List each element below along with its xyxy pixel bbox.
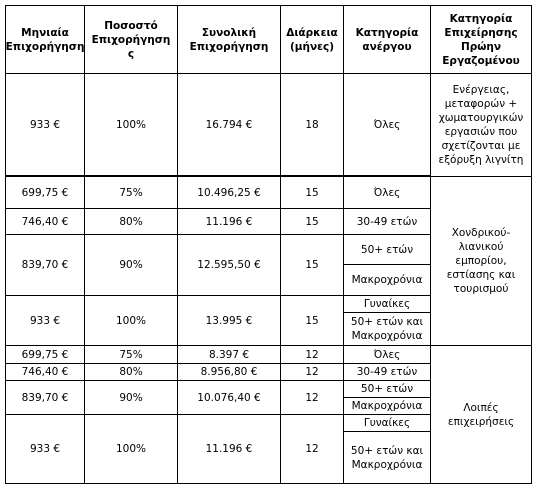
table-cell: 80% [119, 215, 143, 228]
table-cell: 699,75 € [21, 186, 69, 199]
table-cell: 15 [305, 215, 319, 228]
table-cell: 746,40 € [21, 366, 69, 378]
table-cell: 15 [305, 259, 319, 271]
table-cell: 15 [305, 186, 319, 199]
table-cell: 933 € [29, 118, 61, 131]
unemployed-category: Μακροχρόνια [351, 274, 423, 286]
table-cell: 839,70 € [21, 259, 69, 271]
table-cell: 100% [115, 314, 147, 327]
table-cell: 933 € [29, 314, 61, 327]
unemployed-category: Όλες [373, 348, 401, 361]
table-cell: 8.397 € [208, 348, 250, 361]
table-cell: 90% [119, 259, 143, 271]
unemployed-category: 50+ ετών [360, 243, 414, 256]
business-category: Λοιπές επιχειρήσεις [447, 401, 515, 428]
table-cell: 699,75 € [21, 348, 69, 361]
unemployed-category: Όλες [373, 186, 401, 199]
table-cell: 100% [115, 443, 147, 455]
table-cell: 933 € [29, 443, 61, 455]
table-cell: 18 [305, 118, 319, 131]
header-total-grant: Συνολική Επιχορήγηση [189, 26, 269, 53]
table-cell: 16.794 € [205, 118, 253, 131]
header-business-category: Κατηγορία Επιχείρησης Πρώην Εργαζομένου [442, 12, 520, 67]
unemployed-category: 50+ ετών [360, 383, 414, 395]
table-cell: 12 [305, 443, 319, 455]
table-cell: 75% [119, 186, 143, 199]
unemployed-category: 50+ ετών και Μακροχρόνια [350, 316, 424, 342]
header-monthly-grant: Μηνιαία Επιχορήγηση [5, 26, 85, 53]
table-cell: 100% [115, 118, 147, 131]
table-cell: 746,40 € [21, 215, 69, 228]
unemployed-category: Γυναίκες [363, 417, 411, 429]
table-cell: 8.956,80 € [200, 366, 258, 378]
header-duration: Διάρκεια (μήνες) [286, 26, 338, 53]
unemployed-category: Μακροχρόνια [351, 400, 423, 412]
table-cell: 10.076,40 € [197, 391, 261, 404]
unemployed-category: 50+ ετών και Μακροχρόνια [350, 444, 424, 471]
business-category: Ενέργειας, μεταφορών + χωματουργικών εργασιών που σχετίζονται με εξόρυξη λιγνίτη [438, 83, 524, 166]
table-cell: 75% [119, 348, 143, 361]
table-cell: 12 [305, 391, 319, 404]
header-grant-percentage: Ποσοστό Επιχορήγηση ς [91, 19, 171, 60]
table-cell: 10.496,25 € [197, 186, 261, 199]
header-unemployed-category: Κατηγορία ανέργου [355, 26, 419, 53]
table-cell: 12.595,50 € [197, 259, 261, 271]
business-category: Χονδρικού- λιανικού εμπορίου, εστίασης και τουρισμού [446, 227, 516, 295]
unemployed-category: 30-49 ετών [356, 215, 418, 228]
table-cell: 12 [305, 366, 319, 378]
unemployed-category: 30-49 ετών [356, 366, 418, 378]
unemployed-category: Όλες [373, 118, 401, 131]
unemployed-category: Γυναίκες [363, 298, 411, 310]
table-cell: 15 [305, 314, 319, 327]
table-cell: 839,70 € [21, 391, 69, 404]
table-cell: 11.196 € [205, 215, 253, 228]
table-cell: 90% [119, 391, 143, 404]
table-cell: 12 [305, 348, 319, 361]
table-cell: 13.995 € [205, 314, 253, 327]
table-cell: 80% [119, 366, 143, 378]
table-cell: 11.196 € [205, 443, 253, 455]
